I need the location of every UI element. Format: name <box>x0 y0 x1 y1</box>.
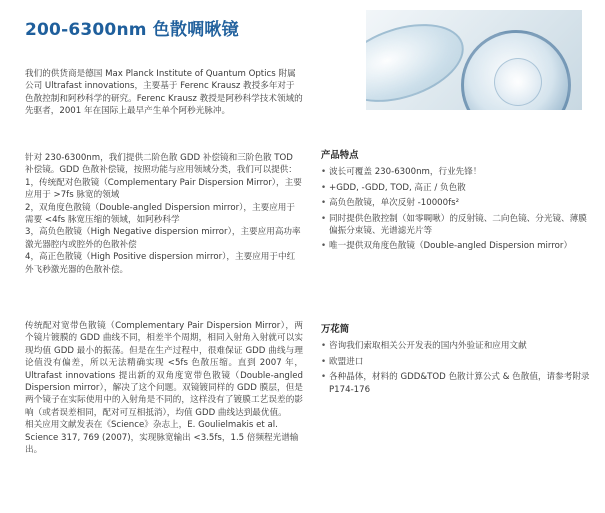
service-item: • 咨询我们索取相关公开发表的国内外验证和应用文献 <box>321 340 591 352</box>
mirror-type-item: 1，传统配对色散镜（Complementary Pair Dispersion Mirror），主要应用于 >7fs 脉宽的领域 <box>25 177 302 201</box>
citation-text: 相关应用文献发表在《Science》杂志上，E. Goulielmakis et al. Science 317, 769 (2007)，实现脉宽输出 <3.5fs，1.5 倍频程光谱输出。 <box>25 420 299 456</box>
page-title: 200-6300nm 色散啁啾镜 <box>25 20 239 40</box>
feature-item: • 同时提供色散控制（如零啁啾）的反射镜、二向色镜、分光镜、薄膜偏振分束镜、光谱滤光片等 <box>321 213 591 238</box>
product-photo <box>366 10 582 110</box>
intro-text: 我们的供货商是德国 Max Planck Institute of Quantum Optics 附属公司 Ultrafast innovations，主要基于 Ferenc Krausz 教授多年对于色散控制和阿秒科学的研究。Ferenc Krausz 教授是阿秒科学技术领域的先驱者，2001 年在国际上最早产生单个阿秒光脉冲。 <box>25 69 303 117</box>
feature-item: • 高负色散镜，单次反射 -10000fs² <box>321 197 591 209</box>
detail-text: 传统配对宽带色散镜（Complementary Pair Dispersion Mirror），两个镜片镀膜的 GDD 曲线不同，相差半个周期，相同入射角入射就可以实现均值 GDD 最小的振荡。但是在生产过程中，很难保证 GDD 曲线与理论值没有偏差，所以无法精确实现 <5fs 色散压缩。直到 2007 年，Ultrafast innovations 提出新的双角度宽带色散镜（Double-angled Dispersion mirror），解决了这个问题。双镜镀同样的 GDD 膜层，但是两个镜子在实际使用中的入射角是不同的，这样没有了镀膜工艺误差的影响（或者误差相同，配对可互相抵消），均值 GDD 曲线达到最优值。 <box>25 321 303 418</box>
features-list <box>321 166 591 252</box>
service-item: • 各种晶体，材料的 GDD&TOD 色散计算公式 & 色散值，请参考附录 P174-176 <box>321 371 591 396</box>
feature-item: • 唯一提供双角度色散镜（Double-angled Dispersion mirror） <box>321 240 591 252</box>
features-section <box>321 150 591 256</box>
mirror-type-item: 3，高负色散镜（High Negative dispersion mirror），主要应用高功率激光器腔内或腔外的色散补偿 <box>25 227 301 250</box>
service-list <box>321 340 591 396</box>
feature-item: • 波长可覆盖 230-6300nm，行业先锋！ <box>321 166 591 178</box>
intro-paragraph <box>25 68 303 118</box>
service-section <box>321 324 591 399</box>
mirror-disc-left <box>366 10 474 110</box>
mirror-type-item: 2，双角度色散镜（Double-angled Dispersion mirror），主要应用于需要 <4fs 脉宽压缩的领域，如阿秒科学 <box>25 202 295 226</box>
mirror-types-lead: 针对 230-6300nm，我们提供二阶色散 GDD 补偿镜和三阶色散 TOD 补偿镜。GDD 色散补偿镜，按照功能与应用领域分类，我们可以提供： <box>25 153 297 176</box>
detail-section <box>25 320 303 456</box>
service-item: • 欧盟进口 <box>321 356 591 368</box>
service-heading: 万花筒 <box>321 324 350 335</box>
mirror-types-section <box>25 152 303 276</box>
mirror-disc-highlight <box>494 58 542 106</box>
feature-item: • +GDD, -GDD, TOD, 高正 / 负色散 <box>321 182 591 194</box>
features-heading: 产品特点 <box>321 150 359 161</box>
mirror-type-item: 4，高正色散镜（High Positive dispersion mirror），主要应用于中红外飞秒激光器的色散补偿。 <box>25 252 296 275</box>
